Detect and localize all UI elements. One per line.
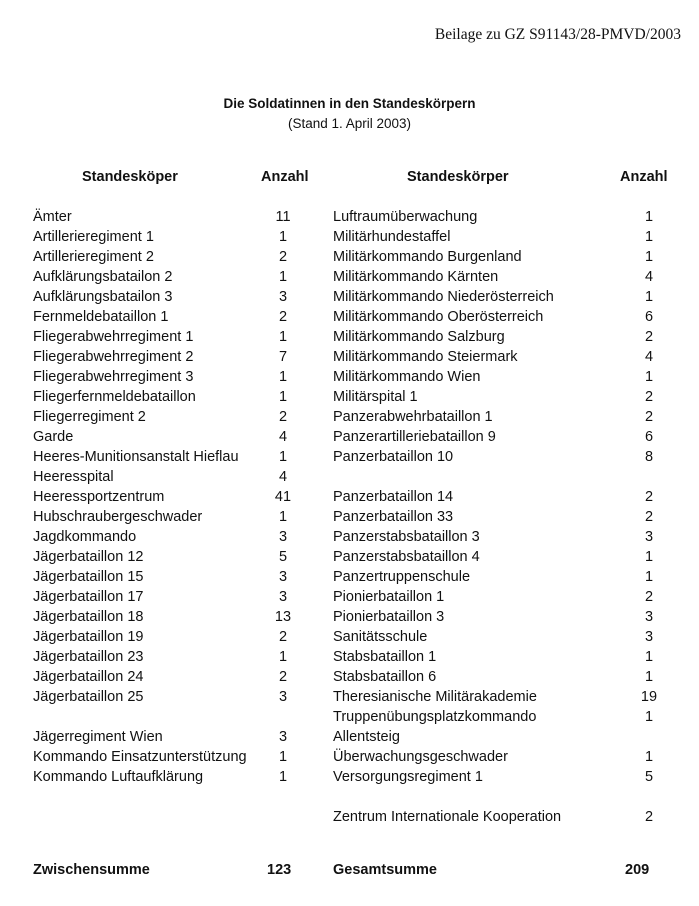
unit-name: Heeresspital	[33, 469, 114, 485]
unit-count: 3	[278, 529, 288, 545]
unit-name: Militärspital 1	[333, 389, 418, 405]
unit-name: Überwachungsgeschwader	[333, 749, 508, 765]
unit-name: Kommando Einsatzunterstützung	[33, 749, 247, 765]
unit-name: Stabsbataillon 6	[333, 669, 437, 685]
table-row	[333, 587, 693, 607]
unit-name: Truppenübungsplatzkommando Allentsteig	[333, 709, 537, 745]
unit-count: 19	[640, 689, 658, 705]
unit-name: Versorgungsregiment 1	[333, 769, 483, 785]
unit-name: Militärkommando Niederösterreich	[333, 289, 554, 305]
table-row	[333, 347, 693, 367]
table-row	[33, 667, 333, 687]
unit-count: 5	[644, 769, 654, 785]
unit-name: Panzerabwehrbataillon 1	[333, 409, 493, 425]
unit-name: Heeres-Munitionsanstalt Hieflau	[33, 449, 239, 465]
table-row	[333, 287, 693, 307]
unit-count: 4	[278, 469, 288, 485]
document-title: Die Soldatinnen in den Standeskörpern	[223, 96, 476, 111]
table-row	[33, 647, 333, 667]
table-row	[33, 547, 333, 567]
unit-count: 1	[278, 229, 288, 245]
unit-name: Zentrum Internationale Kooperation	[333, 809, 562, 825]
table-row	[33, 307, 333, 327]
unit-count: 3	[644, 529, 654, 545]
unit-name: Fliegerregiment 2	[33, 409, 146, 425]
unit-name: Theresianische Militärakademie	[333, 689, 537, 705]
table-row	[333, 607, 693, 627]
unit-name: Panzerbataillon 14	[333, 489, 454, 505]
unit-count: 1	[278, 509, 288, 525]
unit-name: Luftraumüberwachung	[333, 209, 478, 225]
unit-count: 1	[278, 269, 288, 285]
unit-count: 1	[644, 209, 654, 225]
table-row	[33, 367, 333, 387]
table-row	[33, 347, 333, 367]
unit-name: Jägerregiment Wien	[33, 729, 163, 745]
unit-count: 6	[644, 309, 654, 325]
table-row	[33, 447, 333, 467]
unit-name: Panzertruppenschule	[333, 569, 471, 585]
unit-count: 2	[644, 809, 654, 825]
table-row	[333, 687, 693, 707]
unit-name: Militärhundestaffel	[333, 229, 451, 245]
unit-count: 3	[644, 629, 654, 645]
unit-count: 1	[278, 449, 288, 465]
grand-total-label: Gesamtsumme	[333, 862, 437, 878]
unit-name: Jägerbataillon 12	[33, 549, 144, 565]
unit-name: Aufklärungsbatailon 3	[33, 289, 173, 305]
table-row	[33, 487, 333, 507]
table-row	[333, 227, 693, 247]
unit-name: Panzerstabsbataillon 3	[333, 529, 480, 545]
unit-count: 3	[644, 609, 654, 625]
unit-count: 3	[278, 689, 288, 705]
unit-count: 4	[644, 269, 654, 285]
table-row	[333, 367, 693, 387]
unit-name: Jägerbataillon 25	[33, 689, 144, 705]
unit-name: Stabsbataillon 1	[333, 649, 437, 665]
unit-count: 1	[278, 369, 288, 385]
document-subtitle: (Stand 1. April 2003)	[287, 116, 412, 131]
unit-count: 1	[644, 669, 654, 685]
unit-count: 7	[278, 349, 288, 365]
unit-count: 1	[644, 289, 654, 305]
unit-count: 2	[278, 249, 288, 265]
table-row	[333, 667, 693, 687]
table-row	[333, 807, 693, 827]
table-row	[33, 207, 333, 227]
right-header-unit: Standeskörper	[407, 169, 509, 185]
table-row	[33, 627, 333, 647]
table-row	[33, 287, 333, 307]
unit-count: 3	[278, 589, 288, 605]
unit-name: Panzerartilleriebataillon 9	[333, 429, 496, 445]
table-row	[333, 707, 693, 747]
unit-count: 5	[278, 549, 288, 565]
unit-name: Militärkommando Steiermark	[333, 349, 518, 365]
table-row	[333, 407, 693, 427]
unit-count: 1	[278, 329, 288, 345]
unit-name: Panzerstabsbataillon 4	[333, 549, 480, 565]
table-row	[33, 567, 333, 587]
unit-name: Fliegerabwehrregiment 1	[33, 329, 194, 345]
unit-name: Militärkommando Oberösterreich	[333, 309, 544, 325]
table-row	[333, 427, 693, 447]
table-row	[333, 387, 693, 407]
table-row	[33, 407, 333, 427]
table-row	[33, 427, 333, 447]
table-row	[333, 307, 693, 327]
grand-total-value: 209	[625, 862, 650, 878]
table-row	[333, 647, 693, 667]
unit-name: Sanitätsschule	[333, 629, 428, 645]
unit-count: 1	[644, 249, 654, 265]
table-row	[33, 747, 333, 767]
unit-name: Jägerbataillon 18	[33, 609, 144, 625]
unit-name: Jägerbataillon 17	[33, 589, 144, 605]
unit-count: 1	[644, 229, 654, 245]
unit-name: Ämter	[33, 209, 72, 225]
document-reference: Beilage zu GZ S91143/28-PMVD/2003	[434, 26, 681, 43]
right-table	[333, 207, 693, 827]
unit-name: Jägerbataillon 19	[33, 629, 144, 645]
unit-count: 1	[644, 569, 654, 585]
unit-count: 1	[644, 709, 654, 725]
subtotal-value: 123	[267, 862, 292, 878]
unit-count: 2	[644, 389, 654, 405]
table-row	[33, 607, 333, 627]
unit-name: Militärkommando Burgenland	[333, 249, 522, 265]
left-header-count: Anzahl	[261, 169, 309, 185]
table-row	[33, 327, 333, 347]
unit-count: 4	[278, 429, 288, 445]
unit-name: Artillerieregiment 1	[33, 229, 154, 245]
unit-name: Fliegerfernmeldebataillon	[33, 389, 196, 405]
table-row	[333, 507, 693, 527]
table-row	[333, 327, 693, 347]
unit-count: 2	[644, 329, 654, 345]
table-row	[333, 207, 693, 227]
unit-count: 1	[278, 389, 288, 405]
table-row	[33, 247, 333, 267]
left-table	[33, 207, 333, 787]
unit-count: 1	[278, 749, 288, 765]
unit-name: Militärkommando Wien	[333, 369, 481, 385]
unit-count: 1	[644, 749, 654, 765]
unit-name: Hubschraubergeschwader	[33, 509, 203, 525]
unit-count: 3	[278, 729, 288, 745]
table-row	[33, 227, 333, 247]
table-row	[33, 387, 333, 407]
unit-count: 2	[278, 629, 288, 645]
unit-name: Militärkommando Salzburg	[333, 329, 505, 345]
unit-count: 6	[644, 429, 654, 445]
table-row	[333, 487, 693, 507]
table-row	[333, 547, 693, 567]
unit-name: Heeressportzentrum	[33, 489, 165, 505]
unit-name: Panzerbataillon 33	[333, 509, 454, 525]
unit-count: 1	[278, 769, 288, 785]
unit-name: Militärkommando Kärnten	[333, 269, 499, 285]
table-row	[333, 447, 693, 467]
table-row	[333, 247, 693, 267]
unit-count: 1	[644, 549, 654, 565]
unit-count: 2	[644, 589, 654, 605]
unit-name: Jägerbataillon 23	[33, 649, 144, 665]
table-row	[333, 567, 693, 587]
unit-name: Pionierbataillon 3	[333, 609, 445, 625]
table-row	[33, 527, 333, 547]
unit-name: Fernmeldebataillon 1	[33, 309, 169, 325]
table-row	[33, 687, 333, 707]
table-row	[333, 527, 693, 547]
unit-count: 1	[644, 649, 654, 665]
table-row	[33, 767, 333, 787]
unit-name: Pionierbataillon 1	[333, 589, 445, 605]
unit-count: 11	[275, 209, 291, 225]
table-row	[333, 747, 693, 767]
unit-name: Aufklärungsbatailon 2	[33, 269, 173, 285]
unit-count: 2	[278, 409, 288, 425]
unit-count: 2	[644, 509, 654, 525]
table-row	[33, 467, 333, 487]
unit-name: Jägerbataillon 24	[33, 669, 144, 685]
subtotal-label: Zwischensumme	[33, 862, 150, 878]
unit-count: 8	[644, 449, 654, 465]
table-row	[333, 267, 693, 287]
table-row	[333, 767, 693, 787]
unit-name: Jagdkommando	[33, 529, 137, 545]
unit-count: 2	[278, 669, 288, 685]
unit-count: 3	[278, 569, 288, 585]
unit-count: 41	[274, 489, 292, 505]
right-header-count: Anzahl	[620, 169, 668, 185]
unit-name: Panzerbataillon 10	[333, 449, 454, 465]
unit-count: 2	[278, 309, 288, 325]
unit-count: 4	[644, 349, 654, 365]
left-header-unit: Standesköper	[82, 169, 178, 185]
unit-name: Jägerbataillon 15	[33, 569, 144, 585]
table-row	[33, 727, 333, 747]
unit-name: Fliegerabwehrregiment 2	[33, 349, 194, 365]
unit-count: 3	[278, 289, 288, 305]
unit-name: Artillerieregiment 2	[33, 249, 154, 265]
table-row	[33, 587, 333, 607]
unit-count: 1	[644, 369, 654, 385]
unit-count: 2	[644, 409, 654, 425]
unit-name: Fliegerabwehrregiment 3	[33, 369, 194, 385]
unit-count: 2	[644, 489, 654, 505]
table-row	[33, 267, 333, 287]
table-row	[33, 507, 333, 527]
unit-count: 1	[278, 649, 288, 665]
unit-name: Garde	[33, 429, 74, 445]
table-row	[333, 627, 693, 647]
unit-name: Kommando Luftaufklärung	[33, 769, 204, 785]
unit-count: 13	[274, 609, 292, 625]
